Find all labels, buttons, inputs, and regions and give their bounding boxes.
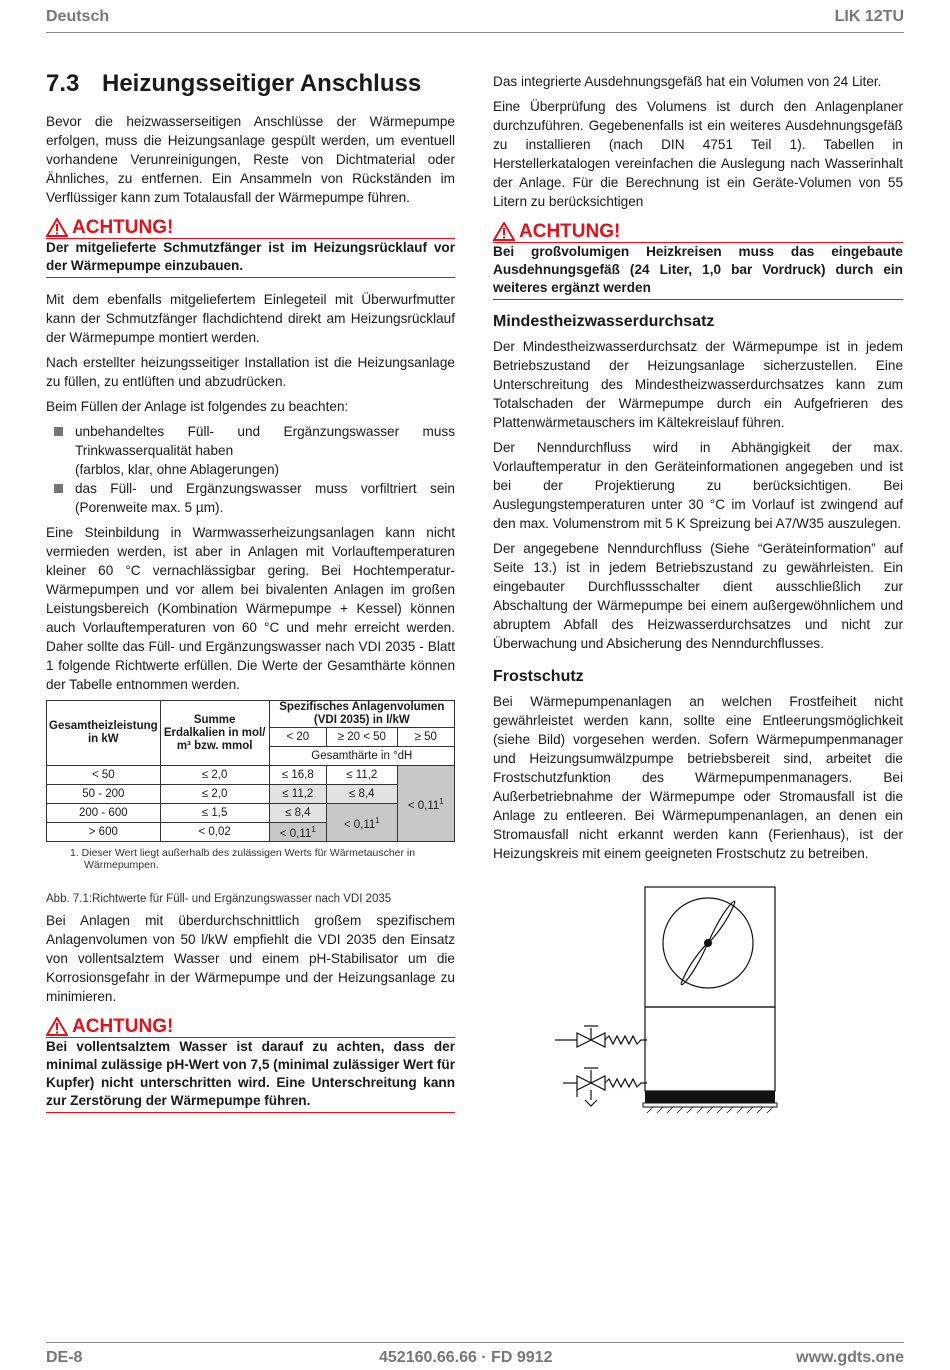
table-row: 200 - 600 ≤ 1,5 ≤ 8,4 < $0,11^1$ xyxy=(47,804,455,823)
paragraph: Das integrierte Ausdehnungsgefäß hat ein Volumen von 24 Liter. xyxy=(493,74,882,89)
list-item: unbehandeltes Füll- und Ergänzungswasser muss Trinkwasserqualität haben (farblos, klar, ohne Ablagerungen) xyxy=(46,422,455,479)
paragraph: Eine Steinbildung in Warmwasserheizungsanlagen kann nicht vermieden werden, ist aber in Anlagen mit Vorlauftemperaturen kleiner 60 °C vernachlässigbar gering. Bei Hochtemperatur-Wärmepumpen und vor allem bei bivalenten Anlagen im großen Leistungsbereich (Kombination Wärmepumpe + Kessel) können auch Vorlauftemperaturen von 60 °C und mehr erreicht werden. Daher sollte das Füll- und Ergänzungswasser nach VDI 2035 - Blatt 1 folgende Richtwerte erfüllen. Die Werte der Gesamthärte können der Tabelle entnommen werden. xyxy=(46,525,455,692)
figure-caption: Abb. 7.1:Richtwerte für Füll- und Ergänzungswasser nach VDI 2035 xyxy=(46,893,392,905)
warning-text: Bei großvolumigen Heizkreisen muss das eingebaute Ausdehnungsgefäß (24 Liter, 1,0 bar Vordruck) durch ein weiteres ergänzt werden xyxy=(493,242,903,300)
table-header: Gesamtheizleistung in kW xyxy=(47,701,161,766)
table-row: 50 - 200 ≤ 2,0 ≤ 11,2 ≤ 8,4 xyxy=(47,785,455,804)
paragraph: Bei Anlagen mit überdurchschnittlich großem spezifischem Anlagenvolumen von 50 l/kW empfiehlt die VDI 2035 den Einsatz von vollentsalztem Wasser und einem pH-Stabilisator um die Korrosionsgefahr in der Wärmepumpe und der Heizungsanlage zu minimieren. xyxy=(46,913,455,1004)
table-header: ≥ 50 xyxy=(397,728,454,747)
warning-triangle-icon xyxy=(46,218,68,237)
warning-title: ACHTUNG! xyxy=(72,217,174,238)
table-footnote: 1. Dieser Wert liegt außerhalb des zulässigen Werts für Wärmetauscher in Wärmepumpen. xyxy=(70,847,416,871)
warning-triangle-icon xyxy=(46,1017,68,1036)
table-header: Summe Erdalkalien in mol/ m³ bzw. mmol xyxy=(160,701,269,766)
bullet-square-icon xyxy=(54,427,63,436)
footer-url: www.gdts.one xyxy=(796,1349,904,1366)
table-header: Spezifisches Anlagenvolumen (VDI 2035) in l/kW xyxy=(269,701,454,728)
left-column xyxy=(46,70,455,1125)
warning-box xyxy=(46,1016,455,1113)
bullet-square-icon xyxy=(54,484,63,493)
page-header xyxy=(46,8,904,33)
paragraph: Der angegebene Nenndurchfluss (Siehe “Geräteinformation” auf Seite 13.) ist in jedem Betriebszustand zu gewährleisten. Ein eingebauter Durchflussschalter dient ausschließlich zur Abschaltung der Wärmepumpe bei einem außergewöhnlichem und abruptem Abfall des Heizwasserdurchsatzes und nicht zur Überwachung und Absicherung des Nenndurchflusses. xyxy=(493,541,903,651)
paragraph: Eine Überprüfung des Volumens ist durch den Anlagenplaner durchzuführen. Gegebenenfalls ist ein weiteres Ausdehnungsgefäß zu installieren (nach DIN 4751 Teil 1). Tabellen in Herstellerkatalogen vereinfachen die Auslegung nach Wasserinhalt der Anlage. Für die Berechnung ist ein Geräte-Volumen von 55 Litern zu berücksichtigen xyxy=(493,99,903,209)
footer-page-number: DE-8 xyxy=(46,1349,83,1366)
table-header: Gesamthärte in °dH xyxy=(269,747,454,766)
paragraph: Nach erstellter heizungsseitiger Installation ist die Heizungsanlage zu füllen, zu entlüften und abzudrücken. xyxy=(46,355,455,389)
warning-box xyxy=(493,221,903,300)
table-row: > 600 < 0,02 < $0,11^1$ xyxy=(47,823,455,842)
list-item: das Füll- und Ergänzungswasser muss vorfiltriert sein (Porenweite max. 5 µm). xyxy=(46,479,455,517)
section-number: 7.3 xyxy=(46,70,80,97)
warning-text: Der mitgelieferte Schmutzfänger ist im Heizungsrücklauf vor der Wärmepumpe einzubauen. xyxy=(46,238,455,278)
footer-doc-number: 452160.66.66 · FD 9912 xyxy=(379,1349,553,1366)
section-heading xyxy=(46,70,455,98)
header-model: LIK 12TU xyxy=(834,8,904,25)
paragraph: Bevor die heizwasserseitigen Anschlüsse der Wärmepumpe erfolgen, muss die Heizungsanlage gespült werden, um eventuell vorhandene Verunreinigungen, Reste von Dichtmaterial oder Ähnliches, zu entfernen. Ein Ansammeln von Rückständen im Verflüssiger kann zum Totalausfall der Wärmepumpe führen. xyxy=(46,114,455,205)
bullet-list xyxy=(46,422,455,517)
header-language: Deutsch xyxy=(46,8,110,25)
paragraph: Der Mindestheizwasserdurchsatz der Wärmepumpe ist in jedem Betriebszustand der Heizungsanlage sicherzustellen. Eine Unterschreitung des Mindestheizwasserdurchsatzes kann zum Totalschaden der Wärmepumpe durch ein Aufgefrieren des Plattenwärmetauschers im Kältekreislauf führen. xyxy=(493,339,903,430)
merged-cell: < $0,11^1$ xyxy=(397,766,454,842)
drain-valve-diagram xyxy=(555,885,795,1125)
section-title: Heizungsseitiger Anschluss xyxy=(102,70,422,97)
subheading-frost: Frostschutz xyxy=(493,668,584,685)
table-header: < 20 xyxy=(269,728,326,747)
right-column xyxy=(493,72,903,869)
paragraph: Der Nenndurchfluss wird in Abhängigkeit der max. Vorlauftemperatur in den Geräteinformationen angegeben und ist bei der Projektierung zu berücksichtigen. Bei Auslegungstemperaturen unter 30 °C im Vorlauf ist zwingend auf den max. Volumenstrom mit 5 K Spreizung bei A7/W35 auszulegen. xyxy=(493,440,903,531)
warning-title: ACHTUNG! xyxy=(72,1016,174,1037)
paragraph: Beim Füllen der Anlage ist folgendes zu beachten: xyxy=(46,399,349,414)
table-header: ≥ 20 < 50 xyxy=(327,728,398,747)
warning-triangle-icon xyxy=(493,222,515,241)
warning-box xyxy=(46,217,455,278)
paragraph: Bei Wärmepumpenanlagen an welchen Frostfeiheit nicht gewährleistet werden kann, sollte eine Entleerungsmöglichkeit (siehe Bild) vorgesehen werden. Sofern Wärmepumpenmanager und Heizungsumwälzpumpe betriebsbereit sind, arbeitet die Frostschutzfunktion des Wärmepumpenmanagers. Bei Außerbetriebnahme der Wärmepumpe oder Stromausfall ist die Anlage zu entleeren. Bei Wärmepumpenanlagen, an denen ein Stromausfall nicht erkannt werden kann (Ferienhaus), ist der Heizungskreis mit einem geeigneten Frostschutz zu betreiben. xyxy=(493,694,903,861)
subheading-min-flow: Mindestheizwasserdurchsatz xyxy=(493,313,715,330)
page-footer xyxy=(46,1342,904,1369)
paragraph: Mit dem ebenfalls mitgeliefertem Einlegeteil mit Überwurfmutter kann der Schmutzfänger flachdichtend direkt am Heizungsrücklauf der Wärmepumpe montiert werden. xyxy=(46,292,455,345)
water-quality-table xyxy=(46,700,455,842)
warning-text: Bei vollentsalztem Wasser ist darauf zu achten, dass der minimal zulässige pH-Wert von 7,5 (minimal zulässiger Wert für Kupfer) nicht unterschritten wird. Eine Unterschreitung kann zur Zerstörung der Wärmepumpe führen. xyxy=(46,1037,455,1113)
warning-title: ACHTUNG! xyxy=(519,221,621,242)
table-row: < 50 ≤ 2,0 ≤ 16,8 ≤ 11,2 < $0,11^1$ xyxy=(47,766,455,785)
